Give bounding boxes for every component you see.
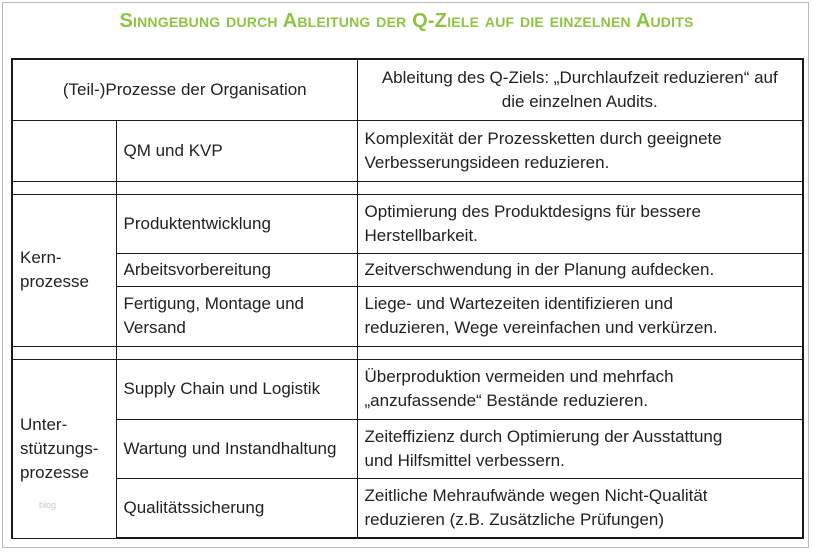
goal-line-1: Liege- und Wartezeiten identifizieren und [364,294,673,313]
process-label-line-2: Versand [123,318,186,337]
table-row [12,120,803,181]
goal-cell [357,253,803,286]
goal-line-1: Überproduktion vermeiden und mehrfach [364,367,674,386]
process-cell [116,478,357,538]
process-cell [116,286,357,346]
goal-line-1: Zeitliche Mehraufwände wegen Nicht-Qualität [364,485,708,505]
goal-line-1: Zeitverschwendung in der Planung aufdecken. [364,259,715,279]
goal-line-2: „anzufassende“ Bestände reduzieren. [364,391,649,410]
audit-goals-table [11,58,804,539]
table-header-row [12,59,803,120]
goal-line-2: Herstellbarkeit. [364,225,478,245]
group-cell-empty [12,120,116,181]
goal-cell [357,194,803,253]
goal-line-2: Verbesserungsideen reduzieren. [364,152,610,172]
table-row [12,253,803,286]
process-cell [116,419,357,478]
header-goal-line-2: die einzelnen Audits. [501,91,658,111]
goal-cell [357,478,803,538]
goal-cell [357,120,803,181]
header-goal-line-1: Ableitung des Q-Ziels: „Durchlaufzeit reduzieren“ auf [381,67,778,87]
process-cell [116,359,357,419]
process-label-line-1: Fertigung, Montage und [123,294,305,313]
table-row [12,419,803,478]
spacer-row [12,181,803,194]
process-cell [116,120,357,181]
group-label-kernprozesse: Kern- prozesse [12,194,116,346]
page-title: Sinngebung durch Ableitung der Q-Ziele auf die einzelnen Audits [119,10,694,32]
goal-line-2: und Hilfsmittel verbessern. [364,450,565,470]
process-label: Wartung und Instandhaltung [123,438,337,458]
spacer-row [12,346,803,359]
process-label: QM und KVP [123,140,223,160]
table-row [12,194,803,253]
table-row [12,359,803,419]
watermark-text: blog [39,500,57,510]
goal-cell [357,286,803,346]
process-label: Arbeitsvorbereitung [123,259,271,279]
goal-cell [357,359,803,419]
header-org-label: (Teil-)Prozesse der Organisation [62,79,307,99]
table-row [12,478,803,538]
goal-line-2: reduzieren (z.B. Zusätzliche Prüfungen) [364,509,665,529]
process-label: Qualitätssicherung [123,497,265,517]
table-row [12,286,803,346]
goal-line-1: Zeiteffizienz durch Optimierung der Ausstattung [364,426,723,446]
header-org-cell [12,59,357,120]
goal-cell [357,419,803,478]
goal-line-1: Optimierung des Produktdesigns für bessere [364,201,701,221]
process-cell [116,194,357,253]
process-cell [116,253,357,286]
goal-line-1: Komplexität der Prozessketten durch geeignete [364,128,722,148]
goal-line-2: reduzieren, Wege vereinfachen und verkürzen. [364,318,718,337]
group-label-unterstuetzungsprozesse: Unter- stützungs- prozesse [12,359,116,538]
process-label: Produktentwicklung [123,213,271,233]
header-goal-cell [357,59,803,120]
process-label: Supply Chain und Logistik [123,379,321,398]
